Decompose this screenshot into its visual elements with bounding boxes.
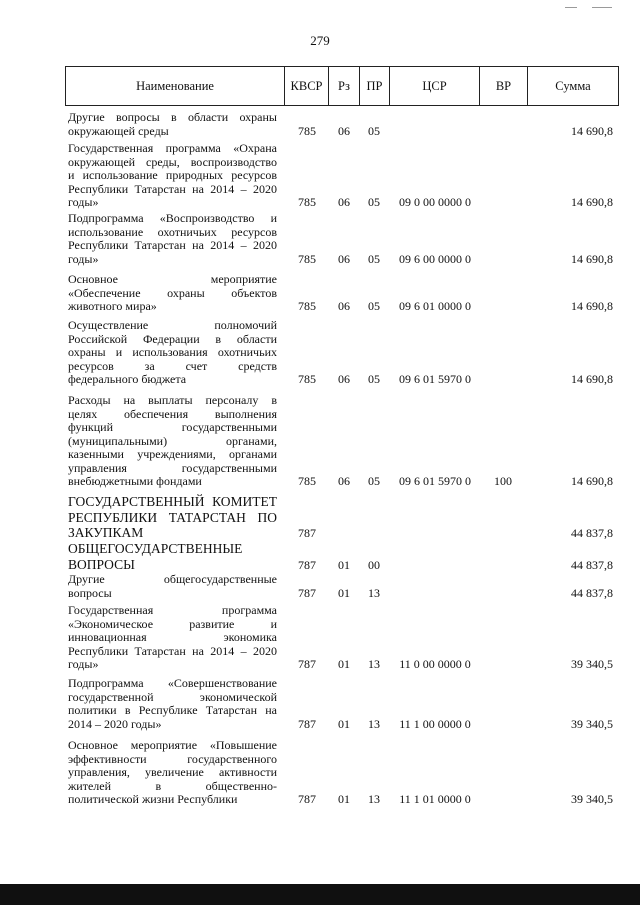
row-name-line: (муниципальными) органами, <box>68 433 277 448</box>
cell-rz: 06 <box>338 372 350 386</box>
cell-csr: 09 6 00 0000 0 <box>399 251 471 266</box>
cell-pr: 13 <box>368 716 380 731</box>
scan-edge <box>0 884 640 905</box>
cell-kvsr: 787 <box>298 557 316 572</box>
table-row <box>65 494 618 541</box>
cell-rz: 01 <box>338 585 350 600</box>
row-name <box>68 604 277 672</box>
row-name-line: Государственная программа «Охрана <box>68 141 277 155</box>
cell-pr: 05 <box>368 251 380 266</box>
row-name-line: окружающей среды <box>68 123 169 138</box>
row-name-line: Подпрограмма «Совершенствование <box>68 676 277 690</box>
cell-sum: 44 837,8 <box>571 557 613 572</box>
cell-sum: 39 340,5 <box>571 716 613 731</box>
table-row <box>65 604 618 672</box>
cell-rz: 06 <box>338 474 350 488</box>
cell-sum: 44 837,8 <box>571 585 613 600</box>
row-name-line: годы» <box>68 657 99 671</box>
row-name-line: Другие общегосударственные <box>68 572 277 586</box>
header-csr: ЦСР <box>390 67 480 105</box>
row-name-line: ОБЩЕГОСУДАРСТВЕННЫЕ <box>68 541 243 556</box>
cell-csr: 09 6 01 0000 0 <box>399 299 471 313</box>
cell-sum: 14 690,8 <box>571 195 613 209</box>
row-name <box>68 677 277 731</box>
row-name-line: политической жизни Республики <box>68 792 238 806</box>
row-name-line: Подпрограмма «Воспроизводство и <box>68 211 277 225</box>
cell-sum: 39 340,5 <box>571 792 613 806</box>
row-name-line: управления государственными <box>68 460 277 475</box>
cell-vr: 100 <box>494 474 512 488</box>
cell-kvsr: 785 <box>298 474 316 488</box>
row-name-line: животного мира» <box>68 299 157 313</box>
header-name: Наименование <box>66 67 285 105</box>
table-row <box>65 142 618 210</box>
row-name-line: эффективности государственного <box>68 751 277 766</box>
cell-csr: 11 0 00 0000 0 <box>399 657 471 671</box>
row-name <box>68 142 277 210</box>
cell-pr: 05 <box>368 474 380 488</box>
row-name-line: Другие вопросы в области охраны <box>68 110 277 124</box>
cell-rz: 06 <box>338 123 350 138</box>
header-rz: Рз <box>329 67 360 105</box>
table-row <box>65 739 618 807</box>
table-row <box>65 541 618 572</box>
row-name-line: РЕСПУБЛИКИ ТАТАРСТАН ПО <box>68 509 277 525</box>
cell-rz: 01 <box>338 657 350 671</box>
row-name <box>68 739 277 807</box>
scan-mark <box>565 7 577 8</box>
cell-kvsr: 785 <box>298 123 316 138</box>
cell-sum: 14 690,8 <box>571 123 613 138</box>
cell-rz: 01 <box>338 792 350 806</box>
row-name-line: Расходы на выплаты персоналу в <box>68 393 277 407</box>
cell-kvsr: 787 <box>298 657 316 671</box>
cell-sum: 44 837,8 <box>571 526 613 540</box>
row-name-line: Осуществление полномочий <box>68 318 277 332</box>
cell-kvsr: 785 <box>298 195 316 209</box>
header-vr: ВР <box>480 67 528 105</box>
row-name-line: вопросы <box>68 585 112 600</box>
cell-pr: 05 <box>368 299 380 313</box>
cell-kvsr: 785 <box>298 299 316 313</box>
cell-rz: 06 <box>338 251 350 266</box>
row-name-line: Российской Федерации в области <box>68 331 277 346</box>
row-name-line: государственной экономической <box>68 689 277 704</box>
cell-kvsr: 787 <box>298 526 316 540</box>
row-name-line: охраны и использования охотничьих <box>68 345 277 359</box>
row-name <box>68 494 277 541</box>
header-sum: Сумма <box>528 67 619 105</box>
row-name-line: «Обеспечение охраны объектов <box>68 285 277 300</box>
row-name-line: окружающей среды, воспроизводство <box>68 154 277 169</box>
cell-pr: 05 <box>368 123 380 138</box>
header-kvsr: КВСР <box>285 67 329 105</box>
row-name <box>68 394 277 489</box>
row-name-line: Основное мероприятие <box>68 272 277 286</box>
row-name-line: Республики Татарстан на 2014 – 2020 <box>68 643 277 658</box>
cell-sum: 14 690,8 <box>571 372 613 386</box>
row-name <box>68 319 277 387</box>
cell-csr: 09 6 01 5970 0 <box>399 372 471 386</box>
row-name-line: ВОПРОСЫ <box>68 556 135 572</box>
cell-rz: 06 <box>338 195 350 209</box>
table-header <box>65 66 619 106</box>
row-name-line: инновационная экономика <box>68 630 277 644</box>
table-row <box>65 111 618 138</box>
row-name-line: казенными учреждениями, органами <box>68 447 277 461</box>
cell-kvsr: 785 <box>298 372 316 386</box>
table-row <box>65 677 618 731</box>
cell-csr: 09 0 00 0000 0 <box>399 195 471 209</box>
row-name-line: годы» <box>68 251 99 266</box>
row-name <box>68 273 277 314</box>
cell-rz: 01 <box>338 557 350 572</box>
row-name-line: жителей в общественно- <box>68 778 277 793</box>
row-name-line: Республики Татарстан на 2014 – 2020 <box>68 238 277 252</box>
table-row <box>65 319 618 387</box>
row-name-line: внебюджетными фондами <box>68 474 202 488</box>
cell-rz: 01 <box>338 716 350 731</box>
cell-pr: 13 <box>368 585 380 600</box>
row-name-line: ГОСУДАРСТВЕННЫЙ КОМИТЕТ <box>68 494 277 509</box>
row-name-line: функций государственными <box>68 420 277 434</box>
row-name <box>68 541 277 572</box>
cell-pr: 00 <box>368 557 380 572</box>
row-name <box>68 573 277 600</box>
row-name-line: управления, увеличение активности <box>68 765 277 779</box>
row-name-line: федерального бюджета <box>68 372 187 386</box>
cell-sum: 39 340,5 <box>571 657 613 671</box>
cell-kvsr: 787 <box>298 585 316 600</box>
row-name-line: ЗАКУПКАМ <box>68 525 144 540</box>
table-row <box>65 212 618 266</box>
cell-pr: 05 <box>368 195 380 209</box>
row-name-line: 2014 – 2020 годы» <box>68 716 162 731</box>
row-name <box>68 212 277 266</box>
cell-sum: 14 690,8 <box>571 474 613 488</box>
row-name-line: годы» <box>68 195 99 209</box>
cell-sum: 14 690,8 <box>571 299 613 313</box>
cell-kvsr: 787 <box>298 792 316 806</box>
cell-sum: 14 690,8 <box>571 251 613 266</box>
table-row <box>65 573 618 600</box>
row-name-line: «Экономическое развитие и <box>68 616 277 631</box>
row-name-line: и использование природных ресурсов <box>68 168 277 182</box>
cell-csr: 11 1 01 0000 0 <box>399 792 471 806</box>
scan-mark <box>592 7 612 8</box>
cell-rz: 06 <box>338 299 350 313</box>
cell-csr: 11 1 00 0000 0 <box>399 716 471 731</box>
table-row <box>65 273 618 314</box>
cell-csr: 09 6 01 5970 0 <box>399 474 471 488</box>
header-pr: ПР <box>360 67 390 105</box>
row-name-line: Основное мероприятие «Повышение <box>68 738 277 752</box>
row-name-line: ресурсов за счет средств <box>68 358 277 373</box>
cell-kvsr: 785 <box>298 251 316 266</box>
row-name <box>68 111 277 138</box>
page-number: 279 <box>310 33 330 48</box>
row-name-line: использование охотничьих ресурсов <box>68 224 277 239</box>
cell-pr: 05 <box>368 372 380 386</box>
row-name-line: Государственная программа <box>68 603 277 617</box>
cell-pr: 13 <box>368 657 380 671</box>
row-name-line: Республики Татарстан на 2014 – 2020 <box>68 181 277 196</box>
row-name-line: целях обеспечения выполнения <box>68 406 277 421</box>
table-row <box>65 394 618 489</box>
cell-kvsr: 787 <box>298 716 316 731</box>
row-name-line: политики в Республике Татарстан на <box>68 703 277 717</box>
cell-pr: 13 <box>368 792 380 806</box>
